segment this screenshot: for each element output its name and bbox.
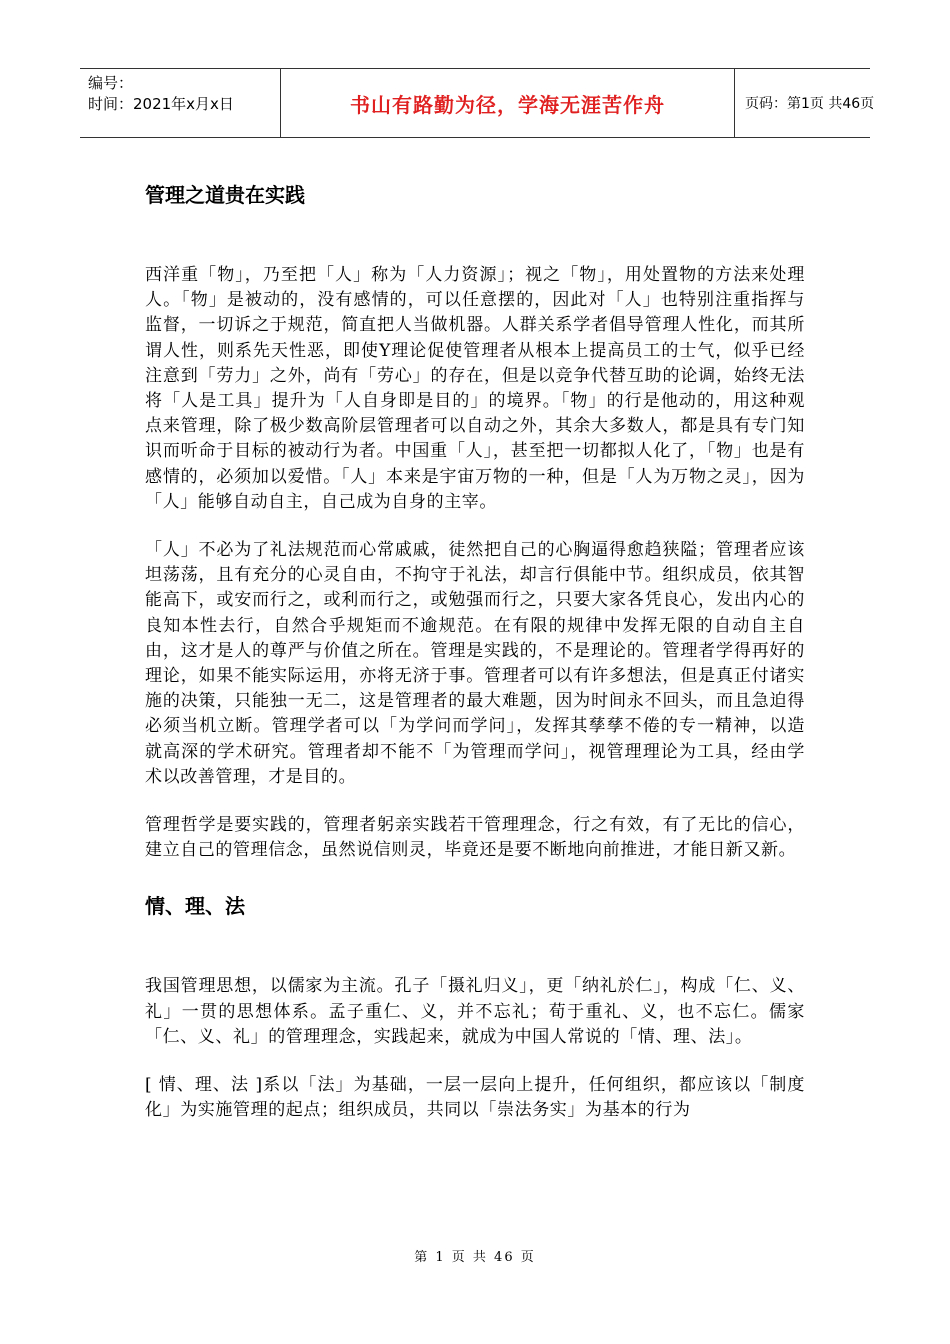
page-footer: 第 1 页 共 46 页 [414, 1250, 536, 1265]
paragraph: 我国管理思想，以儒家为主流。孔子「摄礼归义」，更「纳礼於仁」，构成「仁、义、礼」一贯的思想体系。孟子重仁、义，并不忘礼；荀于重礼、义，也不忘仁。儒家「仁、义、礼」的管理理念，实践起来，就成为中国人常说的「情、理、法」。 [145, 976, 805, 1047]
document-body [145, 180, 805, 1123]
paragraph: 「人」不必为了礼法规范而心常戚戚，徒然把自己的心胸逼得愈趋狭隘；管理者应该坦荡荡，且有充分的心灵自由，不拘守于礼法，却言行俱能中节。组织成员，依其智能高下，或安而行之，或利而行之，或勉强而行之，只要大家各凭良心，发出内心的良知本性去行，自然合乎规矩而不逾规范。在有限的规律中发挥无限的自动自主自由，这才是人的尊严与价值之所在。管理是实践的，不是理论的。管理者学得再好的理论，如果不能实际运用，亦将无济于事。管理者可以有许多想法，但是真正付诸实施的决策，只能独一无二，这是管理者的最大难题，因为时间永不回头，而且急迫得必须当机立断。管理学者可以「为学问而学问」，发挥其孳孳不倦的专一精神，以造就高深的学术研究。管理者却不能不「为管理而学问」，视管理理论为工具，经由学术以改善管理，才是目的。 [145, 540, 805, 787]
paragraph: 西洋重「物」，乃至把「人」称为「人力资源」；视之「物」，用处置物的方法来处理人。「物」是被动的，没有感情的，可以任意摆的，因此对「人」也特别注重指挥与监督，一切诉之于规范，简直把人当做机器。人群关系学者倡导管理人性化，而其所谓人性，则系先天性恶，即使Y理论促使管理者从根本上提高员工的士气，似乎已经注意到「劳力」之外，尚有「劳心」的存在，但是以竞争代替互助的论调，始终无法将「人是工具」提升为「人自身即是目的」的境界。「物」的行是他动的，用这种观点来管理，除了极少数高阶层管理者可以自动之外，其余大多数人，都是具有专门知识而听命于目标的被动行为者。中国重「人」，甚至把一切都拟人化了，「物」也是有感情的，必须加以爱惜。「人」本来是宇宙万物的一种，但是「人为万物之灵」，因为「人」能够自动自主，自己成为自身的主宰。 [145, 265, 805, 512]
section-title: 管理之道贵在实践 [145, 183, 305, 207]
page-header [80, 68, 875, 138]
serial-label: 编号： [88, 74, 134, 92]
time-label: 时间：2021年x月x日 [88, 95, 234, 113]
paragraph: [ 情、理、法 ]系以「法」为基础，一层一层向上提升，任何组织，都应该以「制度化」为实施管理的起点；组织成员，共同以「崇法务实」为基本的行为 [145, 1075, 805, 1121]
header-meta [80, 69, 280, 137]
section-title: 情、理、法 [145, 894, 245, 919]
header-motto-cell [280, 69, 735, 137]
header-page-info: 页码：第1页 共46页 [745, 96, 875, 112]
paragraph: 管理哲学是要实践的，管理者躬亲实践若干管理理念，行之有效，有了无比的信心，建立自己的管理信念，虽然说信则灵，毕竟还是要不断地向前推进，才能日新又新。 [145, 815, 805, 861]
motto: 书山有路勤为径，学海无涯苦作舟 [350, 92, 665, 117]
